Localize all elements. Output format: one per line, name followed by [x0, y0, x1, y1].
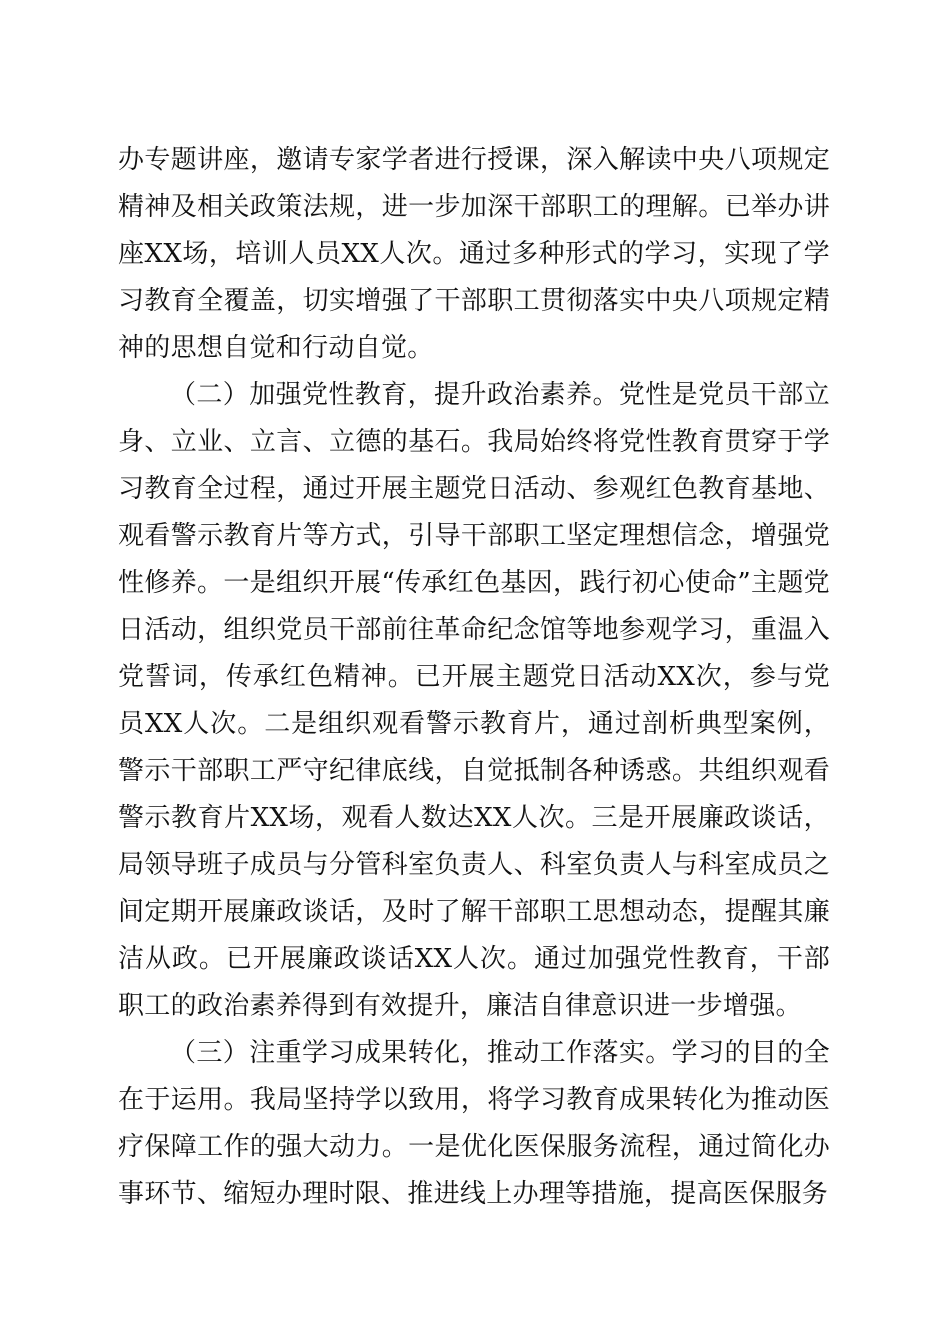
- paragraph-continuation: 办专题讲座，邀请专家学者进行授课，深入解读中央八项规定精神及相关政策法规，进一步加深干部职工的理解。已举办讲座XX场，培训人员XX人次。通过多种形式的学习，实现了学习教育全覆盖，切实增强了干部职工贯彻落实中央八项规定精神的思想自觉和行动自觉。: [118, 145, 830, 363]
- paragraph-section-three: （三）注重学习成果转化，推动工作落实。学习的目的全在于运用。我局坚持学以致用，将学习教育成果转化为推动医疗保障工作的强大动力。一是优化医保服务流程，通过简化办事环节、缩短办理时限、推进线上办理等措施，提高医保服务: [118, 1038, 830, 1209]
- document-body: [118, 137, 830, 1218]
- paragraph-section-two: （二）加强党性教育，提升政治素养。党性是党员干部立身、立业、立言、立德的基石。我局始终将党性教育贯穿于学习教育全过程，通过开展主题党日活动、参观红色教育基地、观看警示教育片等方式，引导干部职工坚定理想信念，增强党性修养。一是组织开展“传承红色基因，践行初心使命”主题党日活动，组织党员干部前往革命纪念馆等地参观学习，重温入党誓词，传承红色精神。已开展主题党日活动XX次，参与党员XX人次。二是组织观看警示教育片，通过剖析典型案例，警示干部职工严守纪律底线，自觉抵制各种诱惑。共组织观看警示教育片XX场，观看人数达XX人次。三是开展廉政谈话，局领导班子成员与分管科室负责人、科室负责人与科室成员之间定期开展廉政谈话，及时了解干部职工思想动态，提醒其廉洁从政。已开展廉政谈话XX人次。通过加强党性教育，干部职工的政治素养得到有效提升，廉洁自律意识进一步增强。: [118, 380, 830, 1021]
